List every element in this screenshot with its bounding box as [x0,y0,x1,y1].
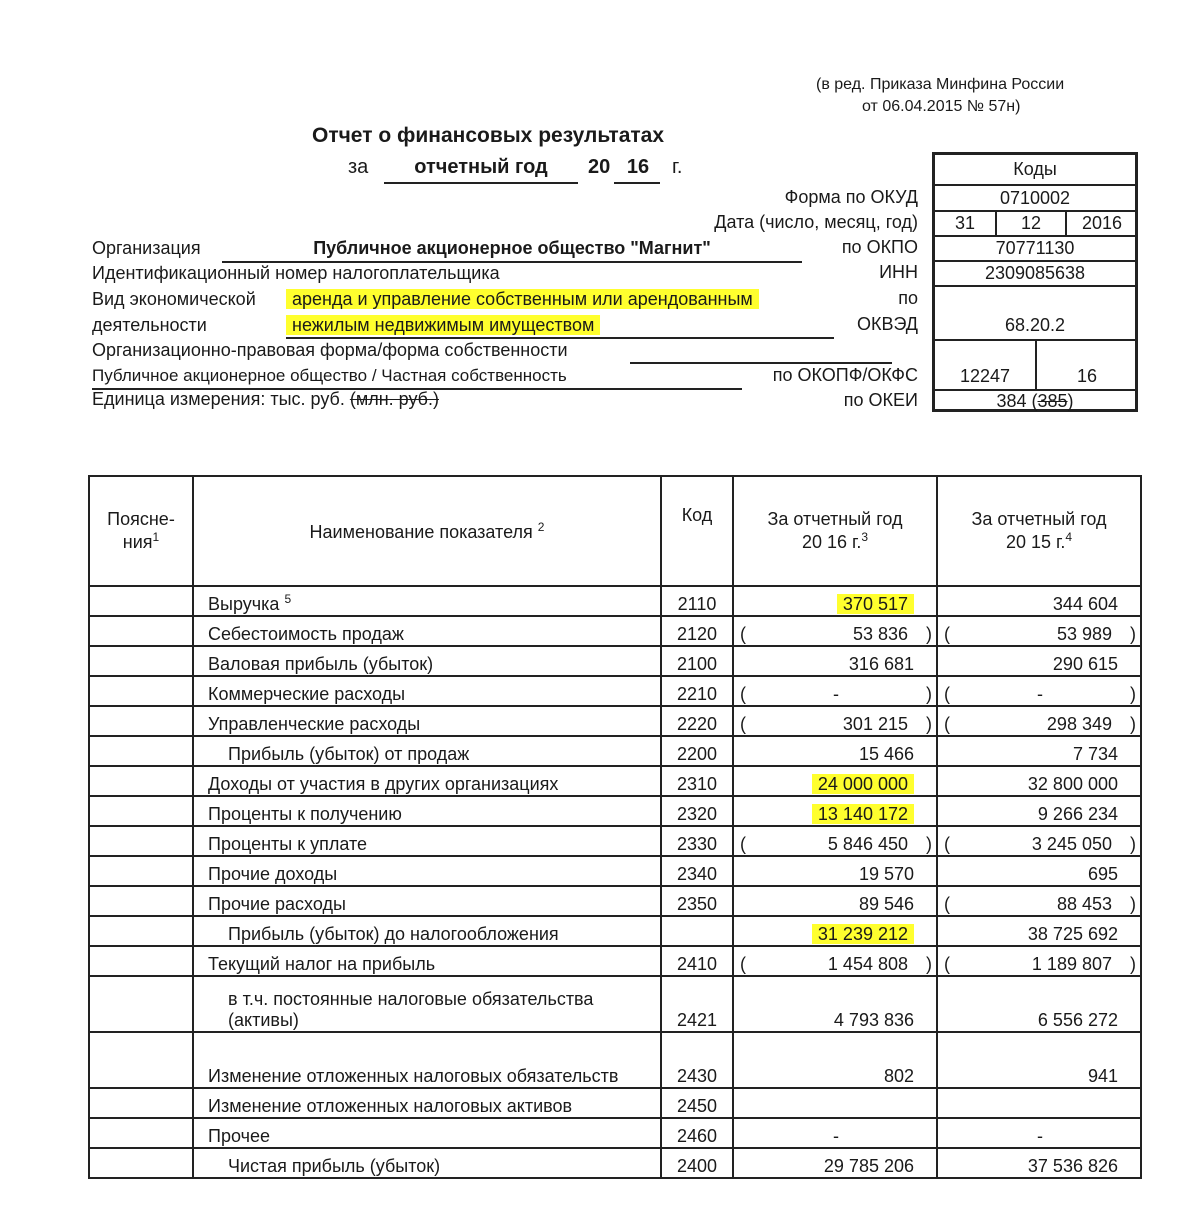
indicator-code: 2350 [661,886,733,916]
activity-value-2 [286,315,600,336]
table-row [89,1088,1141,1118]
indicator-name: Проценты к получению [193,796,661,826]
org-label: Организация [92,238,201,258]
legal-form-label: Организационно-правовая форма/форма собственности [92,340,568,360]
unit-label: Единица измерения: тыс. руб. [92,389,345,409]
value-current-year: 4 793 836 [733,976,937,1032]
value-previous-year: 9 266 234 [937,796,1141,826]
indicator-code: 2210 [661,676,733,706]
table-row [89,676,1141,706]
table-row [89,1032,1141,1088]
date-label: Дата (число, месяц, год) [714,212,918,232]
order-note-line2: от 06.04.2015 № 57н) [862,98,1021,115]
value-current-year: ( 5 846 450 ) [733,826,937,856]
indicator-code: 2400 [661,1148,733,1178]
indicator-name: Чистая прибыль (убыток) [193,1148,661,1178]
explanation-cell [89,886,193,916]
legal-form-value: Публичное акционерное общество / Частная собственность [92,366,567,385]
table-row [89,826,1141,856]
explanation-cell [89,1088,193,1118]
indicator-name: в т.ч. постоянные налоговые обязательства (активы) [193,976,661,1032]
explanation-cell [89,946,193,976]
inn-label: ИНН [879,262,918,282]
okved-label-1: по [898,288,918,308]
date-month: 12 [1020,213,1042,233]
activity-value-1-text: аренда и управление собственным или арендованным [286,289,759,309]
header-previous-year: За отчетный год 20 15 г.$^4$ [937,476,1141,586]
inn-value: 2309085638 [984,263,1086,283]
table-row [89,706,1141,736]
indicator-name: Прочее [193,1118,661,1148]
table-row [89,916,1141,946]
inn-line-label: Идентификационный номер налогоплательщика [92,263,500,283]
indicator-code: 2110 [661,586,733,616]
value-current-year: 29 785 206 [733,1148,937,1178]
okpo-label: по ОКПО [841,237,918,257]
period-prefix: за [348,156,369,178]
value-current-year: ( - ) [733,676,937,706]
okei-label: по ОКЕИ [843,390,918,410]
table-row [89,616,1141,646]
indicator-code: 2120 [661,616,733,646]
explanation-cell [89,796,193,826]
codes-box [932,152,1138,412]
explanation-cell [89,1148,193,1178]
value-previous-year: 6 556 272 [937,976,1141,1032]
indicator-code: 2340 [661,856,733,886]
indicator-name: Изменение отложенных налоговых обязательств [193,1032,661,1088]
value-current-year: 13 140 172 [733,796,937,826]
page-title: Отчет о финансовых результатах [312,124,665,147]
indicator-code: 2100 [661,646,733,676]
indicator-code: 2330 [661,826,733,856]
indicator-code: 2320 [661,796,733,826]
period-century: 20 [588,156,611,178]
activity-value-1 [286,289,759,310]
table-row [89,946,1141,976]
indicator-code: 2450 [661,1088,733,1118]
value-current-year: 15 466 [733,736,937,766]
value-current-year: 31 239 212 [733,916,937,946]
period-type: отчетный год [414,156,548,178]
table-row [89,766,1141,796]
activity-label-1: Вид экономической [92,289,256,309]
indicator-name: Изменение отложенных налоговых активов [193,1088,661,1118]
value-previous-year: 695 [937,856,1141,886]
value-current-year: 24 000 000 [733,766,937,796]
value-current-year: 89 546 [733,886,937,916]
codes-title: Коды [1013,159,1057,179]
value-previous-year: - [937,1118,1141,1148]
date-day: 31 [954,213,976,233]
value-current-year: 19 570 [733,856,937,886]
value-previous-year: ( 1 189 807 ) [937,946,1141,976]
period-type-underline [384,182,578,184]
explanation-cell [89,1118,193,1148]
indicator-code [661,916,733,946]
value-previous-year: 344 604 [937,586,1141,616]
value-previous-year: 32 800 000 [937,766,1141,796]
value-current-year: 316 681 [733,646,937,676]
value-previous-year: ( 3 245 050 ) [937,826,1141,856]
explanation-cell [89,706,193,736]
explanation-cell [89,646,193,676]
indicator-name: Прочие доходы [193,856,661,886]
indicator-name: Текущий налог на прибыль [193,946,661,976]
value-current-year: - [733,1118,937,1148]
indicator-code: 2421 [661,976,733,1032]
explanation-cell [89,916,193,946]
explanation-cell [89,616,193,646]
okved-value: 68.20.2 [1004,315,1066,335]
okei-value: 384 [996,391,1027,411]
table-header-row [89,476,1141,586]
activity-label-2: деятельности [92,315,207,335]
explanation-cell [89,736,193,766]
period-year: 16 [626,156,650,178]
value-previous-year: 38 725 692 [937,916,1141,946]
date-year: 2016 [1081,213,1123,233]
explanation-cell [89,586,193,616]
header-indicator-name: Наименование показателя $^2$ [193,476,661,586]
value-previous-year: ( - ) [937,676,1141,706]
org-name: Публичное акционерное общество "Магнит" [313,238,711,258]
value-current-year: ( 53 836 ) [733,616,937,646]
value-previous-year: ( 88 453 ) [937,886,1141,916]
explanation-cell [89,856,193,886]
indicator-name: Валовая прибыль (убыток) [193,646,661,676]
table-row [89,1118,1141,1148]
legal-form-line [630,362,892,364]
financial-results-table [88,475,1142,1179]
okopf-value: 12247 [959,366,1011,386]
table-row [89,856,1141,886]
value-previous-year: 941 [937,1032,1141,1088]
indicator-name: Выручка $^5$ [193,586,661,616]
value-previous-year: ( 298 349 ) [937,706,1141,736]
explanation-cell [89,766,193,796]
header-code: Код [661,476,733,586]
table-row [89,736,1141,766]
indicator-code: 2200 [661,736,733,766]
value-current-year [733,1088,937,1118]
indicator-name: Прибыль (убыток) от продаж [193,736,661,766]
period-suffix: г. [672,156,683,178]
value-previous-year: 290 615 [937,646,1141,676]
value-current-year: 802 [733,1032,937,1088]
okpo-value: 70771130 [995,238,1075,258]
header-current-year: За отчетный год 20 16 г.$^3$ [733,476,937,586]
table-row [89,886,1141,916]
indicator-code: 2220 [661,706,733,736]
table-row [89,796,1141,826]
period-year-underline [614,182,660,184]
explanation-cell [89,1032,193,1088]
value-current-year: ( 301 215 ) [733,706,937,736]
explanation-cell [89,826,193,856]
indicator-name: Проценты к уплате [193,826,661,856]
value-previous-year: 7 734 [937,736,1141,766]
indicator-code: 2410 [661,946,733,976]
table-row [89,1148,1141,1178]
indicator-name: Прибыль (убыток) до налогообложения [193,916,661,946]
explanation-cell [89,676,193,706]
okfs-value: 16 [1076,366,1098,386]
indicator-code: 2460 [661,1118,733,1148]
value-previous-year: 37 536 826 [937,1148,1141,1178]
value-current-year: 370 517 [733,586,937,616]
indicator-code: 2430 [661,1032,733,1088]
indicator-name: Прочие расходы [193,886,661,916]
header-explanations: Поясне-ния$^1$ [89,476,193,586]
table-row [89,976,1141,1032]
explanation-cell [89,976,193,1032]
okved-label-2: ОКВЭД [856,314,918,334]
okud-label: Форма по ОКУД [784,187,918,207]
order-note-line1: (в ред. Приказа Минфина России [816,76,1065,93]
indicator-name: Управленческие расходы [193,706,661,736]
indicator-code: 2310 [661,766,733,796]
unit-row [92,389,439,410]
activity-value-2-text: нежилым недвижимым имуществом [286,315,600,335]
okei-cell: 384 (385) [996,391,1074,411]
table-row [89,586,1141,616]
value-previous-year [937,1088,1141,1118]
value-previous-year: ( 53 989 ) [937,616,1141,646]
activity-underline [286,337,834,339]
indicator-name: Себестоимость продаж [193,616,661,646]
indicator-name: Доходы от участия в других организациях [193,766,661,796]
unit-struck: (млн. руб.) [349,389,439,409]
okud-value: 0710002 [999,188,1071,208]
table-row [89,646,1141,676]
indicator-name: Коммерческие расходы [193,676,661,706]
okopf-label: по ОКОПФ/ОКФС [772,365,918,385]
okei-old-value: 385 [1037,391,1068,411]
value-current-year: ( 1 454 808 ) [733,946,937,976]
